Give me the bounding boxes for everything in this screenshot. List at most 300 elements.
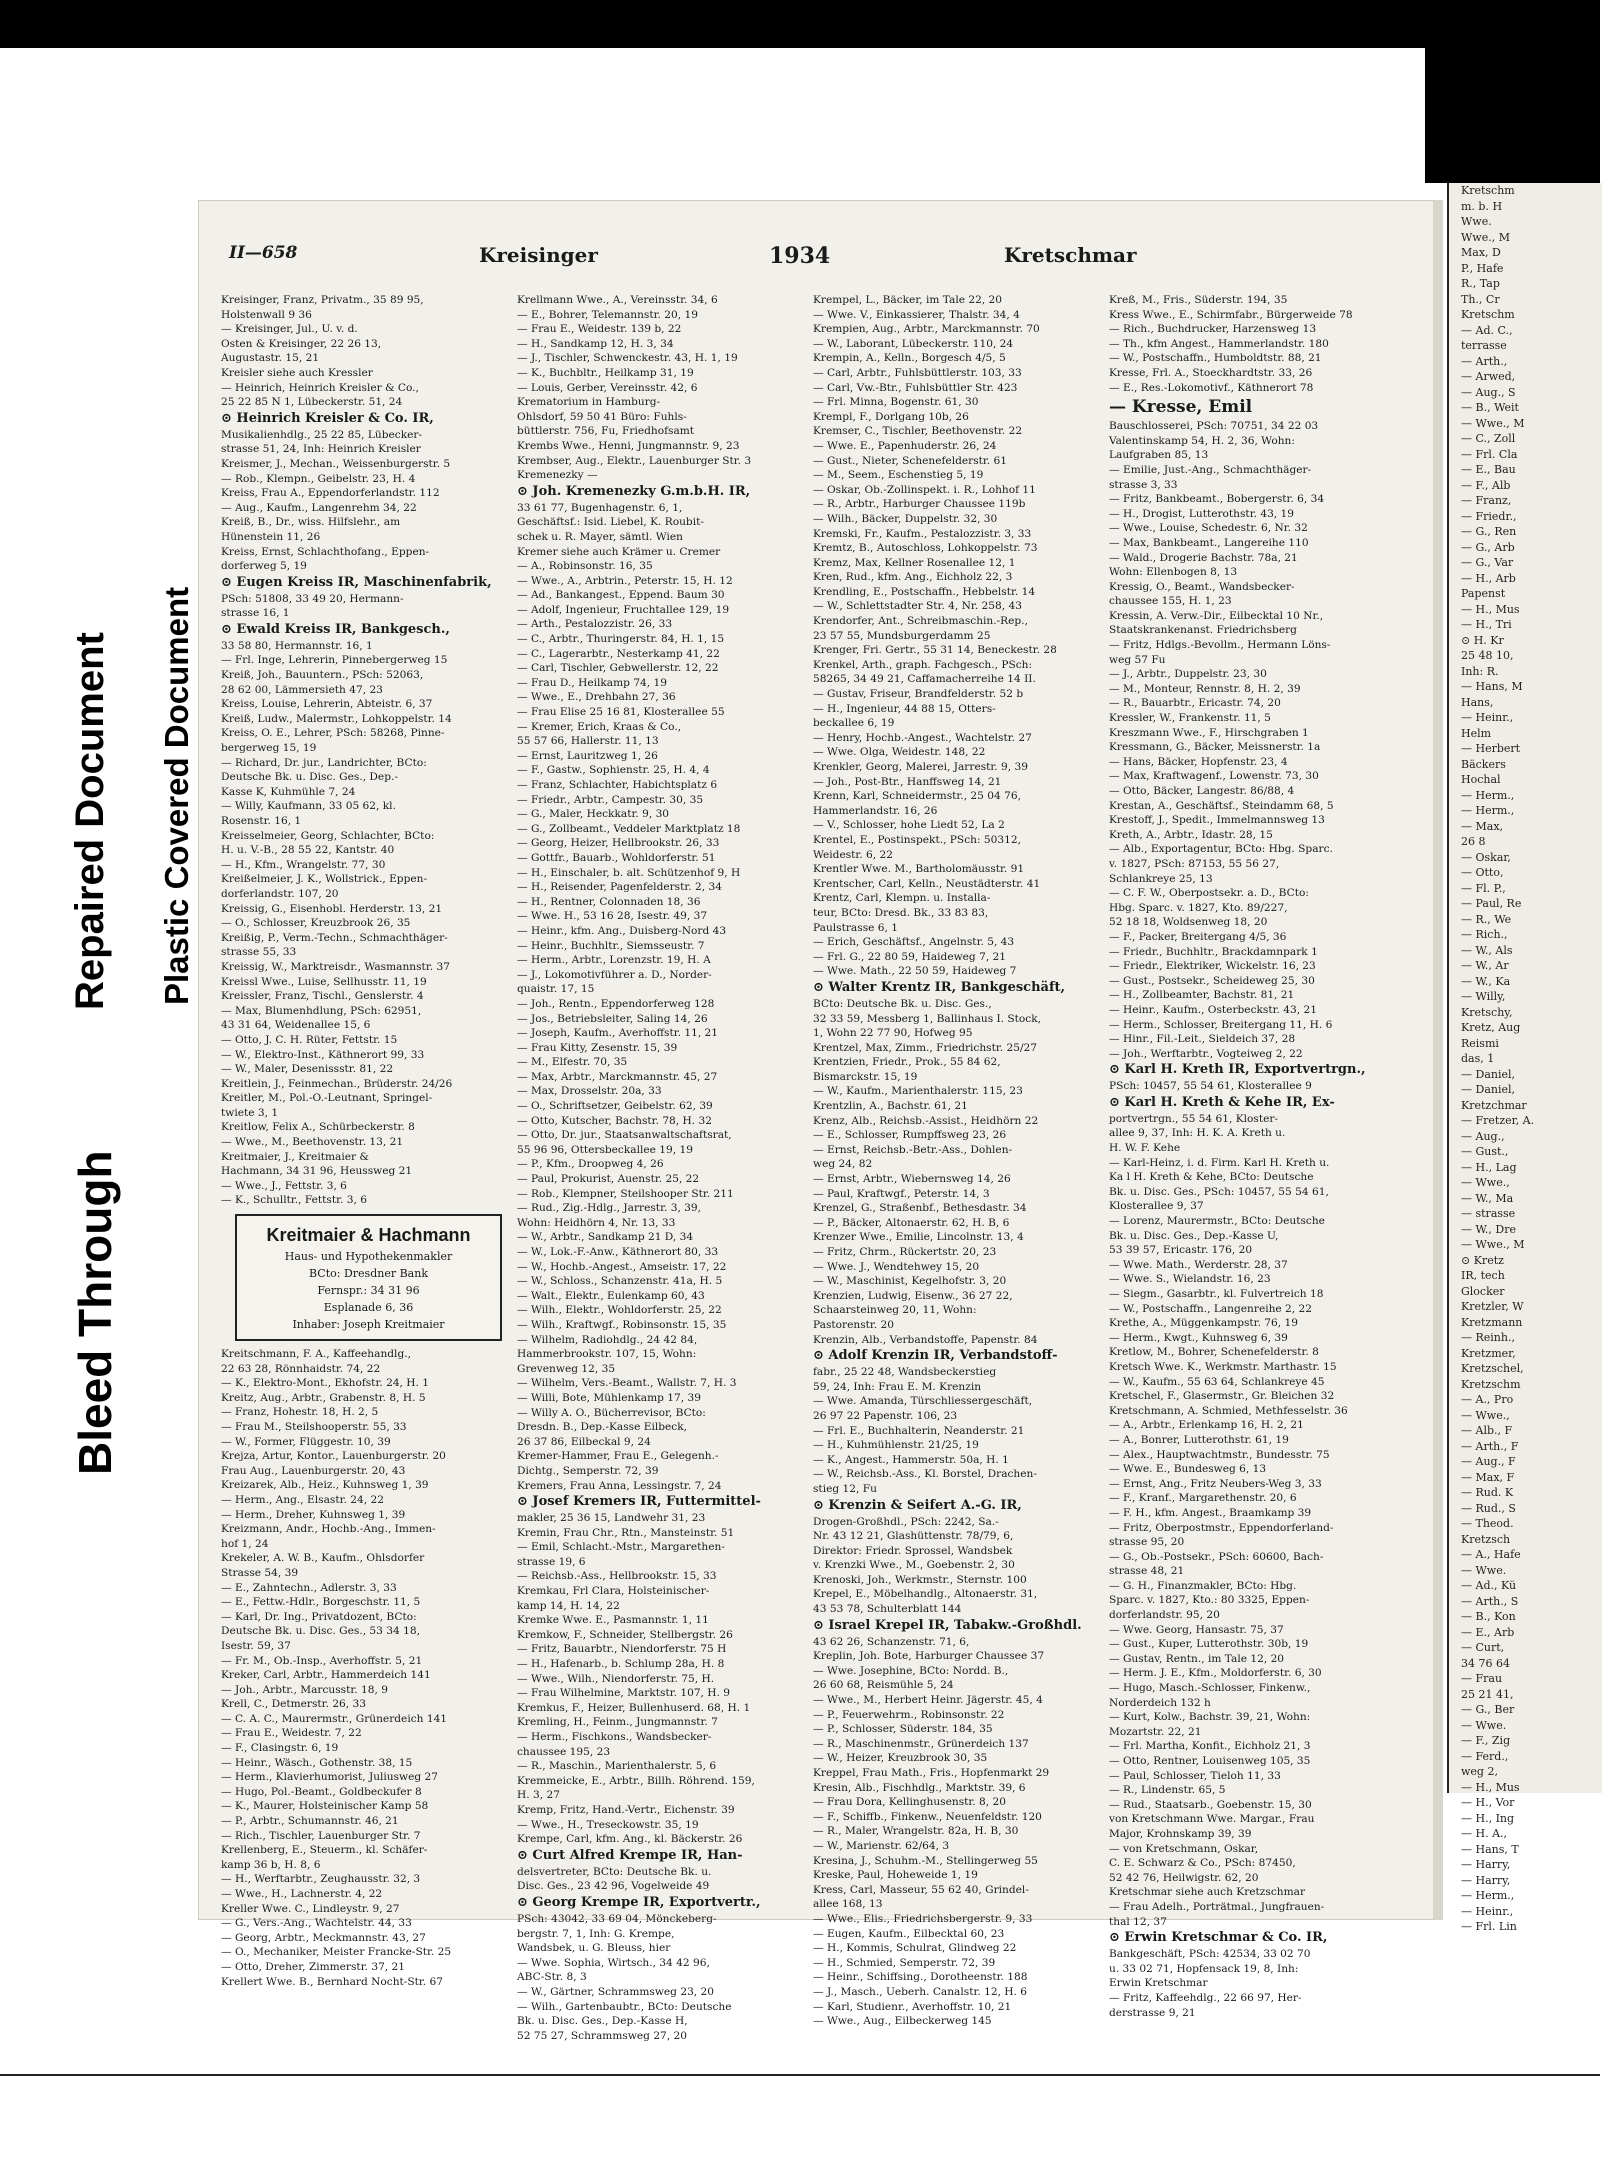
directory-entry: Kreppel, Frau Math., Fris., Hopfenmarkt 29: [813, 1767, 1050, 1779]
directory-entry: — Heinr., Wäsch., Gothenstr. 38, 15: [221, 1756, 413, 1769]
directory-entry: — Emilie, Just.-Ang., Schmachthäger-: [1109, 463, 1312, 476]
directory-entry: 52 18 18, Woldsenweg 18, 20: [1109, 916, 1268, 929]
directory-entry: Kreissl Wwe., Luise, Sellhusstr. 11, 19: [221, 975, 427, 988]
directory-entry: — K., Buchbltr., Heilkamp 31, 19: [517, 366, 694, 379]
directory-entry: — Herm.,: [1461, 788, 1515, 802]
directory-entry: — Hans, M: [1461, 680, 1523, 693]
directory-entry: — G., Maler, Heckkatr. 9, 30: [517, 808, 670, 821]
directory-entry: — Herm., Klavierhumorist, Juliusweg 27: [221, 1771, 439, 1784]
directory-entry: fabr., 25 22 48, Wandsbeckerstieg: [813, 1366, 997, 1379]
directory-entry: Krenzien, Ludwig, Eisenw., 36 27 22,: [813, 1289, 1013, 1302]
directory-entry: — Willi, Bote, Mühlenkamp 17, 39: [517, 1391, 701, 1404]
directory-entry: Kreitz, Aug., Arbtr., Grabenstr. 8, H. 5: [221, 1391, 426, 1404]
directory-entry: — F. H., kfm. Angest., Braamkamp 39: [1109, 1506, 1312, 1519]
directory-entry: Kremers, Frau Anna, Lessingstr. 7, 24: [517, 1479, 722, 1492]
directory-entry: 58265, 34 49 21, Caffamacherreihe 14 II.: [813, 673, 1036, 686]
directory-entry: Hans,: [1461, 695, 1494, 709]
directory-entry: Kressin, A. Verw.-Dir., Eilbecktal 10 Nr.,: [1109, 609, 1324, 622]
directory-entry: Wohn: Ellenbogen 8, 13: [1109, 566, 1238, 579]
directory-entry: — Joh., Werftarbtr., Vogteiweg 2, 22: [1109, 1047, 1303, 1060]
directory-entry: Kressig, O., Beamt., Wandsbecker-: [1109, 580, 1295, 593]
directory-entry: 32 33 59, Messberg 1, Ballinhaus I. Stock,: [813, 1012, 1042, 1025]
directory-entry: — Emil, Schlacht.-Mstr., Margarethen-: [517, 1541, 725, 1554]
directory-entry: Kretzschel,: [1461, 1362, 1524, 1375]
directory-entry: stieg 12, Fu: [813, 1482, 877, 1495]
directory-entry: — E., Fettw.-Hdlr., Borgeschstr. 11, 5: [221, 1596, 421, 1609]
directory-entry: Krejza, Artur, Kontor., Lauenburgerstr. 20: [221, 1450, 446, 1463]
directory-entry: strasse 55, 33: [221, 946, 297, 959]
directory-entry: — W., Former, Flüggestr. 10, 39: [221, 1435, 391, 1448]
directory-entry: — H., Drogist, Lutterothstr. 43, 19: [1109, 507, 1295, 520]
directory-entry: kamp 14, H. 14, 22: [517, 1599, 620, 1612]
directory-entry: — Wwe., Aug., Eilbeckerweg 145: [813, 2015, 992, 2028]
directory-entry: — Wwe. Sophia, Wirtsch., 34 42 96,: [517, 1956, 710, 1969]
directory-entry: Nr. 43 12 21, Glashüttenstr. 78/79, 6,: [813, 1530, 1014, 1543]
directory-entry: Drogen-Großhdl., PSch: 2242, Sa.-: [813, 1515, 999, 1528]
directory-entry: — Frl. Inge, Lehrerin, Pinnebergerweg 15: [221, 654, 448, 667]
directory-entry: Dichtg., Semperstr. 72, 39: [517, 1464, 659, 1477]
directory-entry: PSch: 10457, 55 54 61, Klosterallee 9: [1109, 1080, 1312, 1093]
directory-entry: — M., Monteur, Rennstr. 8, H. 2, 39: [1109, 682, 1301, 695]
directory-entry: Krepel, E., Möbelhandlg., Altonaerstr. 31,: [813, 1588, 1038, 1601]
directory-entry: — A., Arbtr., Erlenkamp 16, H. 2, 21: [1109, 1419, 1304, 1432]
directory-entry: büttlerstr. 756, Fu, Friedhofsamt: [517, 425, 695, 438]
directory-entry: Bismarckstr. 15, 19: [813, 1070, 918, 1083]
directory-entry: — W., Schloss., Schanzenstr. 41a, H. 5: [517, 1275, 723, 1288]
directory-entry: — Otto,: [1461, 866, 1504, 879]
directory-entry: — Max, Blumenhdlung, PSch: 62951,: [221, 1004, 422, 1017]
directory-entry: — E., Res.-Lokomotivf., Käthnerort 78: [1109, 381, 1314, 394]
directory-entry: Kresina, J., Schuhm.-M., Stellingerweg 55: [813, 1854, 1038, 1867]
directory-entry: — F., Zig: [1461, 1734, 1511, 1747]
directory-entry: Hochal: [1461, 773, 1501, 786]
directory-entry: weg 57 Fu: [1109, 653, 1166, 666]
directory-entry: — Fl. P.,: [1461, 881, 1506, 895]
directory-entry: Kress, Carl, Masseur, 55 62 40, Grindel-: [813, 1883, 1029, 1896]
directory-entry: — Arth., Pestalozzistr. 26, 33: [517, 618, 673, 631]
directory-entry: — Joseph, Kaufm., Averhoffstr. 11, 21: [517, 1027, 719, 1040]
directory-entry: — Wwe. E., Papenhuderstr. 26, 24: [813, 439, 997, 452]
directory-entry: — W., Hochb.-Angest., Amseistr. 17, 22: [517, 1260, 727, 1273]
directory-entry: Kremski, Fr., Kaufm., Pestalozzistr. 3, 33: [813, 527, 1032, 540]
directory-entry: Wandsbek, u. G. Bleuss, hier: [517, 1942, 671, 1955]
directory-entry: v. 1827, PSch: 87153, 55 56 27,: [1109, 857, 1280, 870]
directory-entry: Krempin, A., Kelln., Borgesch 4/5, 5: [813, 352, 1006, 365]
directory-entry: — Aug., Kaufm., Langenrehm 34, 22: [221, 501, 417, 514]
ad-line: BCto: Dresdner Bank: [309, 1267, 428, 1281]
directory-entry: ⊙ Kretz: [1461, 1253, 1504, 1267]
directory-entry: — H., Tri: [1461, 618, 1512, 631]
directory-entry: Kretzler, W: [1461, 1300, 1524, 1313]
directory-entry: — Gustav, Friseur, Brandfelderstr. 52 b: [813, 688, 1024, 701]
directory-entry: — H., Mus: [1461, 1780, 1520, 1794]
directory-entry: Kreß, M., Fris., Süderstr. 194, 35: [1109, 294, 1288, 306]
directory-entry: Kressler, W., Frankenstr. 11, 5: [1109, 712, 1271, 725]
directory-entry: — W., Postschaffn., Humboldtstr. 88, 21: [1109, 352, 1322, 365]
directory-entry: Krestoff, J., Spedit., Immelmannsweg 13: [1109, 814, 1325, 827]
directory-entry: — Gust., Kuper, Lutterothstr. 30b, 19: [1109, 1638, 1309, 1651]
directory-entry: — Ernst, Lauritzweg 1, 26: [517, 749, 658, 762]
directory-entry: — Siegm., Gasarbtr., kl. Fulvertreich 18: [1109, 1288, 1324, 1300]
directory-entry: Krellmann Wwe., A., Vereinsstr. 34, 6: [517, 294, 718, 306]
directory-entry: — Arth.,: [1461, 354, 1508, 368]
directory-entry: — K., Angest., Hammerstr. 50a, H. 1: [813, 1453, 1009, 1466]
directory-entry: Paulstrasse 6, 1: [813, 921, 898, 934]
directory-entry: Krematorium in Hamburg-: [517, 396, 661, 409]
directory-entry: Krenzel, G., Straßenbf., Bethesdastr. 34: [813, 1202, 1027, 1215]
directory-entry: Kreizarek, Alb., Heiz., Kuhnsweg 1, 39: [221, 1479, 429, 1492]
directory-entry: — E., Zahntechn., Adlerstr. 3, 33: [221, 1581, 397, 1594]
directory-entry: — H., Kuhmühlenstr. 21/25, 19: [813, 1439, 979, 1452]
directory-entry: — W., Gärtner, Schrammsweg 23, 20: [517, 1985, 715, 1998]
directory-entry: — Hugo, Pol.-Beamt., Goldbeckufer 8: [221, 1785, 422, 1798]
directory-entry: Erwin Kretschmar: [1109, 1977, 1208, 1990]
directory-entry: Kreitlein, J., Feinmechan., Brüderstr. 24/26: [221, 1077, 453, 1090]
directory-entry: — G., Zollbeamt., Veddeler Marktplatz 18: [517, 822, 741, 835]
directory-entry: — Friedr., Arbtr., Campestr. 30, 35: [517, 793, 704, 806]
directory-entry: — Franz, Hohestr. 18, H. 2, 5: [221, 1406, 379, 1419]
directory-entry: Musikalienhdlg., 25 22 85, Lübecker-: [221, 428, 423, 441]
directory-entry: Staatskrankenanst. Friedrichsberg: [1109, 624, 1297, 637]
directory-entry: makler, 25 36 15, Landwehr 31, 23: [517, 1512, 706, 1525]
directory-entry: — Herm., Kwgt., Kuhnsweg 6, 39: [1109, 1331, 1288, 1344]
directory-entry: — Herm., Schlosser, Breitergang 11, H. 6: [1109, 1018, 1333, 1031]
directory-entry: — M., Elfestr. 70, 35: [517, 1056, 628, 1069]
directory-entry: — Wwe. Amanda, Türschliessergeschäft,: [813, 1395, 1033, 1408]
directory-entry: Krendling, E., Postschaffn., Hebbelstr. 14: [813, 585, 1036, 598]
directory-entry: Kasse K, Kuhmühle 7, 24: [221, 785, 356, 798]
directory-entry: — Frau D., Heilkamp 74, 19: [517, 676, 668, 689]
directory-entry: Krethe, A., Müggenkampstr. 76, 19: [1109, 1317, 1298, 1330]
directory-entry: — E., Schlosser, Rumpffsweg 23, 26: [813, 1129, 1007, 1142]
directory-entry: Pastorenstr. 20: [813, 1318, 895, 1331]
directory-entry: — Max, Arbtr., Marckmannstr. 45, 27: [517, 1070, 718, 1083]
directory-entry: 28 62 00, Lämmersieth 47, 23: [221, 683, 383, 696]
directory-entry: bergstr. 7, 1, Inh: G. Krempe,: [517, 1927, 675, 1940]
directory-entry: strasse 95, 20: [1109, 1536, 1185, 1549]
directory-entry: Krentscher, Carl, Kelln., Neustädterstr. 41: [813, 877, 1041, 890]
directory-entry: — Gottfr., Bauarb., Wohldorferstr. 51: [517, 851, 716, 864]
directory-entry: Kretschel, F., Glasermstr., Gr. Bleichen 32: [1109, 1390, 1335, 1403]
directory-entry: — Fritz, Kaffeehdlg., 22 66 97, Her-: [1109, 1991, 1302, 2004]
directory-entry: Kretschy,: [1461, 1005, 1513, 1019]
directory-entry: Major, Krohnskamp 39, 39: [1109, 1827, 1252, 1840]
directory-entry: — Wilhelm, Radiohdlg., 24 42 84,: [517, 1333, 698, 1346]
directory-entry: — Wwe.,: [1461, 1176, 1510, 1189]
directory-entry: Krentel, E., Postinspekt., PSch: 50312,: [813, 833, 1021, 846]
directory-entry: — Franz, Schlachter, Habichtsplatz 6: [517, 779, 718, 791]
directory-entry: — Fritz, Chrm., Rückertstr. 20, 23: [813, 1246, 997, 1258]
directory-entry: — Kremer, Erich, Kraas & Co.,: [517, 720, 682, 733]
ad-title: Kreitmaier & Hachmann: [266, 1225, 471, 1246]
directory-entry: 25 48 10,: [1461, 649, 1514, 662]
directory-entry: Kreiß, B., Dr., wiss. Hilfslehr., am: [221, 516, 401, 529]
directory-entry: Krellenberg, E., Steuerm., kl. Schäfer-: [221, 1844, 428, 1857]
directory-entry: — Max,: [1461, 819, 1504, 833]
directory-entry: ⊙ Karl H. Kreth IR, Exportvertrgn.,: [1109, 1062, 1366, 1078]
directory-entry: — Wwe.: [1461, 1563, 1507, 1577]
directory-entry: — P., Feuerwehrm., Robinsonstr. 22: [813, 1708, 1005, 1721]
directory-entry: — W., Kaufm., Marienthalerstr. 115, 23: [813, 1085, 1023, 1098]
directory-entry: 26 37 86, Eilbeckal 9, 24: [517, 1435, 651, 1448]
directory-entry: — J., Arbtr., Duppelstr. 23, 30: [1109, 668, 1267, 681]
directory-entry: — H., Schmied, Semperstr. 72, 39: [813, 1956, 996, 1969]
directory-entry: Valentinskamp 54, H. 2, 36, Wohn:: [1109, 434, 1295, 447]
directory-entry: P., Hafe: [1461, 261, 1504, 275]
directory-entry: Laufgraben 85, 13: [1109, 449, 1209, 462]
directory-entry: — Wwe., Wilh., Niendorferstr. 75, H.: [517, 1672, 715, 1685]
directory-entry: Kretlow, M., Bohrer, Schenefelderstr. 8: [1109, 1346, 1319, 1359]
directory-entry: — Ernst, Ang., Fritz Neubers-Weg 3, 33: [1109, 1477, 1322, 1490]
directory-entry: ⊙ Ewald Kreiss IR, Bankgesch.,: [221, 621, 450, 637]
directory-entry: — W., Postschaffn., Langenreihe 2, 22: [1109, 1302, 1313, 1315]
directory-entry: — W., Maler, Desenissstr. 81, 22: [221, 1063, 394, 1076]
directory-entry: — Arwed,: [1461, 370, 1516, 383]
directory-entry: Kretzchmar: [1461, 1098, 1527, 1112]
directory-entry: PSch: 43042, 33 69 04, Mönckeberg-: [517, 1912, 717, 1925]
directory-entry: hof 1, 24: [221, 1537, 269, 1550]
directory-entry: — Eugen, Kaufm., Eilbecktal 60, 23: [813, 1927, 1005, 1940]
directory-entry: — Daniel,: [1461, 1067, 1516, 1081]
directory-entry: — A., Hafe: [1461, 1548, 1521, 1561]
directory-entry: Weidestr. 6, 22: [813, 848, 894, 861]
directory-entry: — H., Ing: [1461, 1811, 1515, 1825]
directory-entry: strasse 19, 6: [517, 1555, 586, 1568]
directory-entry: strasse 48, 21: [1109, 1565, 1185, 1578]
directory-entry: — Oskar, Ob.-Zollinspekt. i. R., Lohhof 11: [813, 483, 1036, 496]
directory-entry: Kreisselmeier, Georg, Schlachter, BCto:: [221, 829, 435, 842]
directory-entry: — Paul, Kraftwgf., Peterstr. 14, 3: [813, 1187, 990, 1200]
directory-entry: ⊙ H. Kr: [1461, 633, 1504, 647]
directory-entry: — Heinr., Buchhltr., Siemsseustr. 7: [517, 939, 705, 952]
directory-entry: — F., Schiffb., Finkenw., Neuenfeldstr. 120: [813, 1810, 1042, 1823]
directory-entry: Krempien, Aug., Arbtr., Marckmannstr. 70: [813, 323, 1040, 336]
directory-entry: Kreismer, J., Mechan., Weissenburgerstr. 5: [221, 457, 451, 470]
directory-entry: Kreszmann Wwe., F., Hirschgraben 1: [1109, 726, 1309, 739]
directory-entry: — Wwe. H., 53 16 28, Isestr. 49, 37: [517, 910, 708, 923]
directory-entry: von Kretschmann Wwe. Margar., Frau: [1109, 1813, 1315, 1826]
directory-entry: Kremkau, Frl Clara, Holsteinischer-: [517, 1585, 710, 1598]
directory-entry: Kremp, Fritz, Hand.-Vertr., Eichenstr. 39: [517, 1803, 735, 1816]
directory-entry: allee 9, 37, Inh: H. K. A. Kreth u.: [1109, 1127, 1286, 1140]
directory-entry: — Adolf, Ingenieur, Fruchtallee 129, 19: [517, 603, 730, 616]
directory-entry: beckallee 6, 19: [813, 717, 895, 730]
directory-entry: — Georg, Arbtr., Meckmannstr. 43, 27: [221, 1931, 426, 1944]
directory-entry: — Heinr., Kaufm., Osterbeckstr. 43, 21: [1109, 1003, 1317, 1016]
directory-entry: — W., Ar: [1461, 959, 1509, 972]
directory-entry: — W., Kaufm., 55 63 64, Schlankreye 45: [1109, 1375, 1325, 1388]
directory-entry: — W., Marienstr. 62/64, 3: [813, 1839, 950, 1852]
directory-entry: Klosterallee 9, 37: [1109, 1200, 1204, 1213]
directory-entry: Kretschmann, A. Schmied, Methfesselstr. 36: [1109, 1404, 1348, 1417]
directory-entry: Wohn: Heidhörn 4, Nr. 13, 33: [517, 1216, 676, 1229]
directory-entry: — W., Als: [1461, 943, 1513, 957]
directory-entry: Kreitmaier, J., Kreitmaier &: [221, 1150, 369, 1163]
label-plastic-covered: Plastic Covered Document: [158, 586, 195, 1005]
directory-entry: — Wilh., Bäcker, Duppelstr. 32, 30: [813, 512, 998, 525]
directory-entry: — Reichsb.-Ass., Hellbrookstr. 15, 33: [517, 1570, 717, 1583]
directory-entry: Isestr. 59, 37: [221, 1639, 291, 1652]
directory-entry: — O., Mechaniker, Meister Francke-Str. 25: [221, 1946, 452, 1959]
ad-line: Haus- und Hypothekenmakler: [284, 1250, 453, 1264]
directory-entry: Reismi: [1461, 1036, 1499, 1050]
directory-entry: — Fritz, Hdlgs.-Bevollm., Hermann Löns-: [1109, 639, 1331, 652]
directory-entry: Kren, Rud., kfm. Ang., Eichholz 22, 3: [813, 571, 1013, 584]
directory-entry: — Ad., Bankangest., Eppend. Baum 30: [517, 589, 725, 602]
directory-entry: ⊙ Georg Krempe IR, Exportvertr.,: [517, 1894, 761, 1910]
directory-entry: — Rich.,: [1461, 928, 1508, 941]
directory-entry: 52 75 27, Schrammsweg 27, 20: [517, 2029, 688, 2042]
directory-entry: 22 63 28, Rönnhaidstr. 74, 22: [221, 1362, 381, 1375]
directory-entry: — R., Maschinenmstr., Grünerdeich 137: [813, 1737, 1029, 1750]
directory-entry: — Wilh., Kraftwgf., Robinsonstr. 15, 35: [517, 1318, 727, 1331]
directory-entry: — Wwe., A., Arbtrin., Peterstr. 15, H. 12: [517, 574, 733, 587]
directory-entry: Inh: R.: [1461, 664, 1499, 678]
directory-entry: Hünenstein 11, 26: [221, 530, 321, 543]
directory-entry: — E., Bohrer, Telemannstr. 20, 19: [517, 308, 698, 321]
directory-entry: 26 8: [1461, 835, 1486, 848]
directory-entry: Krenger, Fri. Gertr., 55 31 14, Beneckestr. 28: [813, 644, 1057, 657]
directory-entry: Hammerbrookstr. 107, 15, Wohn:: [517, 1348, 697, 1361]
directory-entry: Krenzin, Alb., Verbandstoffe, Papenstr. 84: [813, 1333, 1038, 1346]
directory-entry: — P., Arbtr., Schumannstr. 46, 21: [221, 1815, 399, 1828]
directory-entry: chaussee 155, H. 1, 23: [1109, 595, 1232, 608]
header-last-entry: Kretschmar: [1004, 243, 1137, 267]
directory-entry: — Frau Wilhelmine, Marktstr. 107, H. 9: [517, 1687, 731, 1700]
directory-entry: terrasse: [1461, 339, 1507, 352]
directory-entry: — K., Maurer, Holsteinischer Kamp 58: [221, 1800, 429, 1813]
directory-entry: — Rud., S: [1461, 1501, 1516, 1515]
directory-entry: — Fritz, Oberpostmstr., Eppendorferland-: [1109, 1521, 1334, 1534]
directory-entry: Kremser, C., Tischler, Beethovenstr. 22: [813, 425, 1023, 438]
directory-entry: Kremer siehe auch Krämer u. Cremer: [517, 545, 721, 558]
directory-entry: Kreske, Paul, Hoheweide 1, 19: [813, 1869, 978, 1882]
directory-entry: Schaarsteinweg 20, 11, Wohn:: [813, 1304, 977, 1317]
directory-entry: — Max, Bankbeamt., Langereihe 110: [1109, 536, 1309, 549]
directory-entry: — Friedr.,: [1461, 509, 1517, 523]
directory-entry: — H., Arb: [1461, 571, 1516, 585]
directory-entry: — Friedr., Buchhltr., Brackdamnpark 1: [1109, 945, 1318, 958]
directory-entry: — Ernst, Reichsb.-Betr.-Ass., Dohlen-: [813, 1143, 1013, 1156]
directory-entry: — Herbert: [1461, 742, 1521, 755]
directory-entry: Krenzer Wwe., Emilie, Lincolnstr. 13, 4: [813, 1231, 1024, 1244]
directory-entry: — Fritz, Bankbeamt., Bobergerstr. 6, 34: [1109, 493, 1325, 506]
directory-entry: — B., Weit: [1461, 401, 1519, 414]
directory-entry: Krenkler, Georg, Malerei, Jarrestr. 9, 39: [813, 761, 1028, 773]
directory-entry: Augustastr. 15, 21: [221, 352, 320, 365]
directory-entry: ⊙ Joh. Kremenezky G.m.b.H. IR,: [517, 483, 751, 499]
directory-entry: — Frau Kitty, Zesenstr. 15, 39: [517, 1041, 678, 1054]
directory-entry: ⊙ Curt Alfred Krempe IR, Han-: [517, 1847, 743, 1863]
directory-entry: u. 33 02 71, Hopfensack 19, 8, Inh:: [1109, 1962, 1299, 1975]
directory-entry: Kretzschm: [1461, 1377, 1521, 1391]
page-number: II—658: [229, 243, 298, 263]
directory-entry: — Th., kfm Angest., Hammerlandstr. 180: [1109, 337, 1329, 350]
directory-entry: 33 58 80, Hermannstr. 16, 1: [221, 639, 373, 652]
directory-entry: 55 96 96, Ottersbeckallee 19, 19: [517, 1143, 693, 1156]
directory-entry: Papenst: [1461, 587, 1506, 600]
directory-entry: Kremer-Hammer, Frau E., Gelegenh.-: [517, 1450, 719, 1463]
directory-entry: Bankgeschäft, PSch: 42534, 33 02 70: [1109, 1948, 1311, 1961]
directory-entry: — H., Kommis, Schulrat, Glindweg 22: [813, 1942, 1017, 1955]
directory-entry: — Rich., Buchdrucker, Harzensweg 13: [1109, 323, 1317, 336]
directory-entry: — Rob., Klempn., Geibelstr. 23, H. 4: [221, 472, 416, 485]
directory-entry: — Frau Elise 25 16 81, Klosterallee 55: [517, 706, 725, 719]
directory-entry: Kremke Wwe. E., Pasmannstr. 1, 11: [517, 1614, 709, 1627]
directory-entry: — Hans, Bäcker, Hopfenstr. 23, 4: [1109, 755, 1288, 768]
directory-entry: — Heinr., Schiffsing., Dorotheenstr. 188: [813, 1971, 1028, 1984]
directory-entry: — Harry,: [1461, 1873, 1511, 1887]
directory-entry: — Gust., Postsekr., Scheideweg 25, 30: [1109, 974, 1315, 987]
directory-entry: — C. A. C., Maurermstr., Grünerdeich 141: [221, 1712, 448, 1725]
directory-entry: Bk. u. Disc. Ges., PSch: 10457, 55 54 61,: [1109, 1185, 1329, 1198]
directory-entry: R., Tap: [1461, 277, 1500, 290]
directory-entry: — H., Hafenarb., b. Schlump 28a, H. 8: [517, 1658, 725, 1671]
directory-entry: — C., Lagerarbtr., Nesterkamp 41, 22: [517, 647, 720, 660]
directory-entry: Strasse 54, 39: [221, 1566, 299, 1579]
directory-entry: 1, Wohn 22 77 90, Hofweg 95: [813, 1027, 973, 1040]
directory-entry: Kreiss, Louise, Lehrerin, Abteistr. 6, 37: [221, 698, 433, 711]
directory-entry: — G., Vers.-Ang., Wachtelstr. 44, 33: [221, 1917, 412, 1930]
directory-entry: — Richard, Dr. jur., Landrichter, BCto:: [221, 756, 427, 769]
directory-entry: — H., Reisender, Pagenfelderstr. 2, 34: [517, 881, 722, 894]
directory-entry: ⊙ Heinrich Kreisler & Co. IR,: [221, 410, 434, 426]
directory-entry: Wwe., M: [1461, 230, 1510, 244]
directory-entry: — R., Bauarbtr., Ericastr. 74, 20: [1109, 697, 1281, 710]
directory-entry: weg 2,: [1461, 1765, 1498, 1778]
directory-entry: — Fretzer, A.: [1461, 1114, 1535, 1127]
directory-entry: — Alex., Hauptwachtmstr., Bundesstr. 75: [1109, 1448, 1330, 1461]
directory-entry: — Wald., Drogerie Bachstr. 78a, 21: [1109, 551, 1298, 564]
directory-entry: — C. F. W., Oberpostsekr. a. D., BCto:: [1109, 887, 1309, 900]
directory-entry: portvertrgn., 55 54 61, Kloster-: [1109, 1112, 1279, 1125]
directory-entry: — Ernst, Arbtr., Wiebernsweg 14, 26: [813, 1173, 1011, 1186]
directory-entry: bergerweg 15, 19: [221, 742, 317, 755]
directory-entry: — Wwe., H., Treseckowstr. 35, 19: [517, 1818, 699, 1831]
directory-entry: Kretschmar siehe auch Kretzschmar: [1109, 1886, 1306, 1899]
directory-entry: Krempl, F., Dorlgang 10b, 26: [813, 410, 969, 423]
header-first-entry: Kreisinger: [479, 243, 598, 267]
directory-entry: — Aug., F: [1461, 1455, 1516, 1468]
directory-entry: Kretschm: [1461, 184, 1515, 197]
directory-entry: Th., Cr: [1461, 292, 1500, 306]
directory-entry: Kreitlow, Felix A., Schürbeckerstr. 8: [221, 1121, 415, 1134]
directory-entry: — E., Bau: [1461, 463, 1516, 476]
directory-entry: Bk. u. Disc. Ges., Dep.-Kasse U,: [1109, 1229, 1279, 1242]
directory-entry: — Henry, Hochb.-Angest., Wachtelstr. 27: [813, 731, 1032, 744]
directory-entry: — Willy,: [1461, 990, 1506, 1003]
label-repaired-document: Repaired Document: [68, 632, 112, 1010]
directory-entry: Mozartstr. 22, 21: [1109, 1725, 1202, 1738]
directory-entry: — Wwe.,: [1461, 1408, 1510, 1422]
directory-entry: Deutsche Bk. u. Disc. Ges., 53 34 18,: [221, 1625, 420, 1638]
directory-entry: Krenz, Alb., Reichsb.-Assist., Heidhörn 22: [813, 1114, 1039, 1127]
directory-entry: — Ferd.,: [1461, 1749, 1509, 1763]
directory-entry: Kreplin, Joh. Bote, Harburger Chaussee 37: [813, 1650, 1045, 1663]
directory-entry: 55 57 66, Hallerstr. 11, 13: [517, 735, 659, 748]
directory-entry: ABC-Str. 8, 3: [517, 1971, 587, 1984]
directory-entry: Kreissig, G., Eisenhobl. Herderstr. 13, 21: [221, 902, 443, 915]
directory-entry: 52 42 76, Heilwigstr. 62, 20: [1109, 1871, 1259, 1884]
directory-entry: — R., Lindenstr. 65, 5: [1109, 1784, 1226, 1797]
directory-entry: Wwe.: [1461, 215, 1492, 228]
scan-right-black-area: [1425, 48, 1600, 183]
directory-entry: — Wwe. S., Wielandstr. 16, 23: [1109, 1273, 1271, 1286]
ad-line: Fernspr.: 34 31 96: [317, 1284, 420, 1298]
directory-entry: Kreisler siehe auch Kressler: [221, 366, 373, 379]
directory-entry: — Alb., Exportagentur, BCto: Hbg. Sparc.: [1109, 843, 1333, 856]
directory-entry: — G. H., Finanzmakler, BCto: Hbg.: [1109, 1579, 1297, 1592]
